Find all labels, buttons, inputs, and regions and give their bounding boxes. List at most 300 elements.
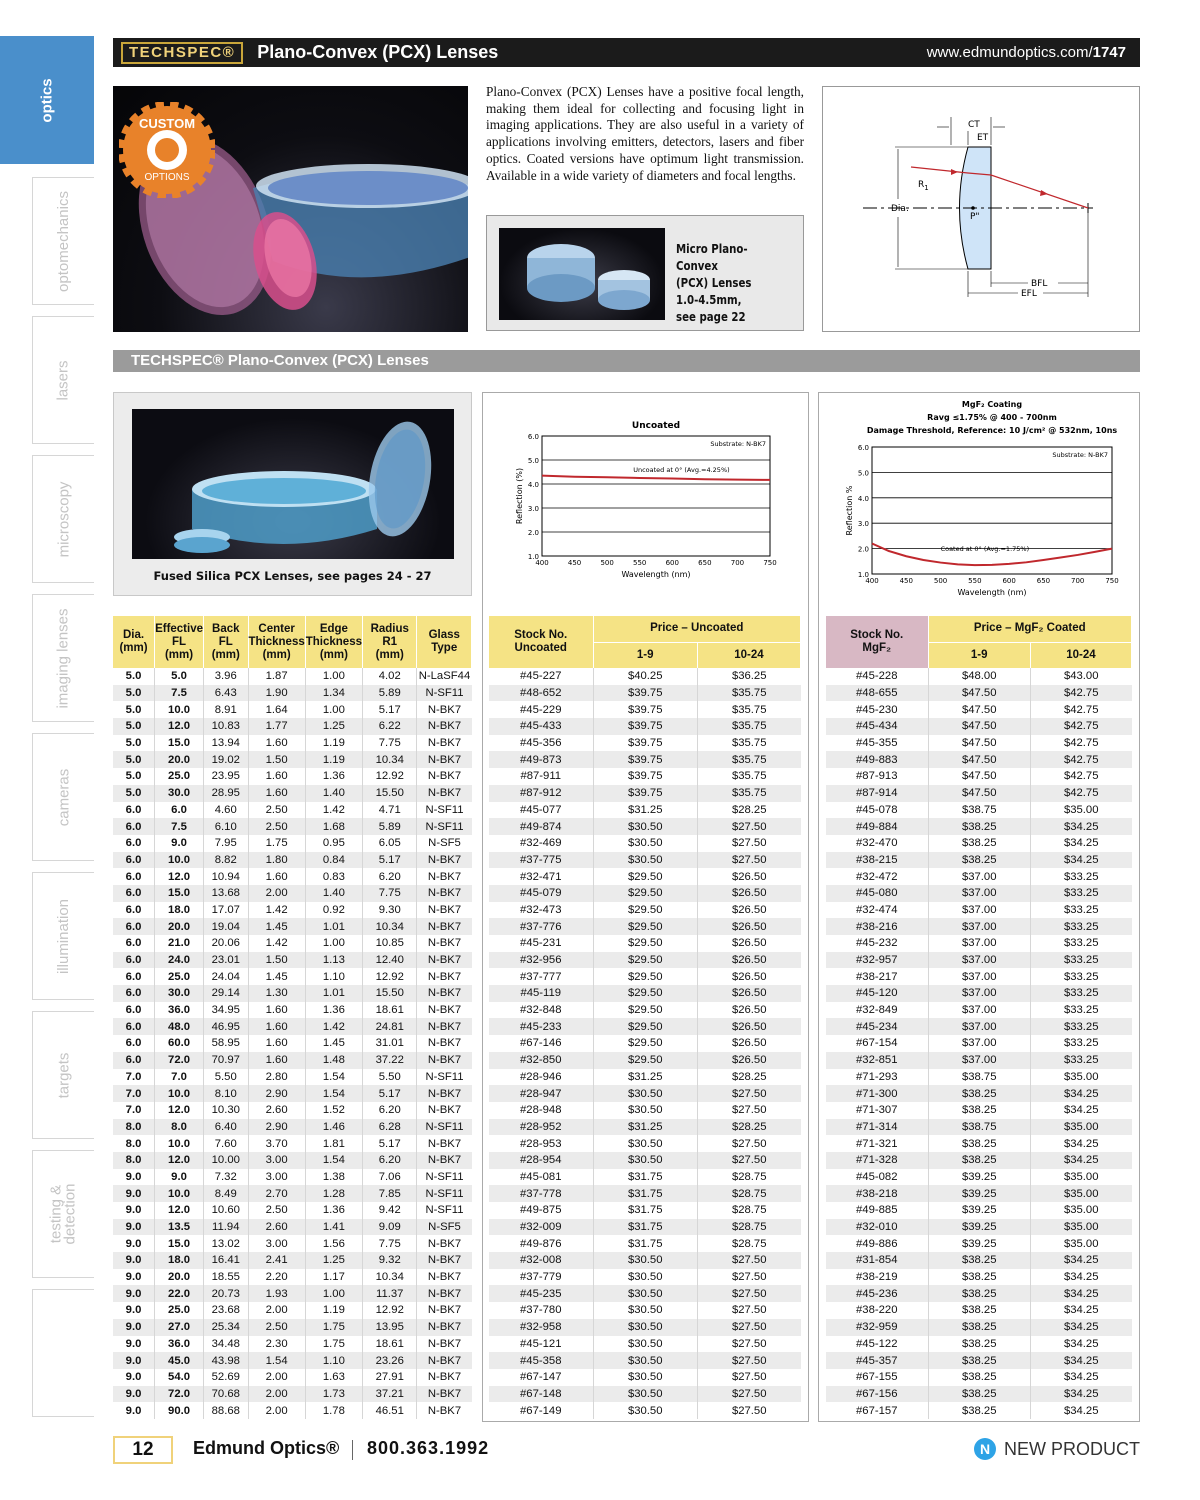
coated-row[interactable] [826, 701, 1132, 718]
uncoated-stock-number[interactable]: #32-473 [489, 902, 593, 919]
footer-divider [352, 1440, 353, 1460]
coated-stock-number[interactable]: #49-883 [826, 751, 928, 768]
uncoated-row[interactable] [489, 1235, 801, 1252]
et-label: ET [977, 133, 989, 143]
spec-cell: 1.93 [248, 1285, 305, 1302]
uncoated-row[interactable] [489, 1369, 801, 1386]
uncoated-row[interactable] [489, 1119, 801, 1136]
coated-row[interactable] [826, 1135, 1132, 1152]
uncoated-row[interactable] [489, 1135, 801, 1152]
uncoated-price: $30.50 [593, 1402, 697, 1419]
coated-stock-number[interactable]: #45-434 [826, 718, 928, 735]
uncoated-stock-number[interactable]: #45-231 [489, 935, 593, 952]
spec-row [113, 1169, 472, 1186]
tab-cameras[interactable]: cameras [32, 733, 94, 861]
coated-row[interactable] [826, 952, 1132, 969]
coated-stock-number[interactable]: #38-218 [826, 1185, 928, 1202]
coated-stock-number[interactable]: #32-470 [826, 835, 928, 852]
coated-row[interactable] [826, 1269, 1132, 1286]
coated-row[interactable] [826, 1219, 1132, 1236]
r1-label: $R_1$ [918, 180, 929, 192]
coated-stock-number[interactable]: #38-215 [826, 852, 928, 869]
uncoated-stock-number[interactable]: #28-953 [489, 1135, 593, 1152]
uncoated-stock-number[interactable]: #87-912 [489, 785, 593, 802]
uncoated-stock-number[interactable]: #67-148 [489, 1386, 593, 1403]
uncoated-stock-number[interactable]: #32-471 [489, 868, 593, 885]
uncoated-row[interactable] [489, 1185, 801, 1202]
coated-stock-number[interactable]: #32-474 [826, 902, 928, 919]
spec-cell: 29.14 [204, 985, 248, 1002]
spec-cell: N-BK7 [417, 1319, 472, 1336]
spec-row [113, 1369, 472, 1386]
uncoated-stock-number[interactable]: #32-469 [489, 835, 593, 852]
coated-stock-number[interactable]: #71-328 [826, 1152, 928, 1169]
spec-cell: N-BK7 [417, 1252, 472, 1269]
uncoated-price: $27.50 [697, 1152, 800, 1169]
coated-row[interactable] [826, 751, 1132, 768]
coated-price: $47.50 [928, 735, 1030, 752]
coated-price: $34.25 [1063, 1337, 1099, 1350]
uncoated-stock-number[interactable]: #45-119 [489, 985, 593, 1002]
coated-stock-number[interactable]: #32-472 [826, 868, 928, 885]
uncoated-stock-number[interactable]: #37-777 [489, 968, 593, 985]
uncoated-stock-number[interactable]: #32-848 [489, 1002, 593, 1019]
uncoated-row[interactable] [489, 1336, 801, 1353]
spec-cell: N-SF11 [425, 1070, 464, 1083]
new-product-icon: N [974, 1438, 996, 1460]
spec-cell: N-BK7 [427, 1337, 462, 1350]
uncoated-row[interactable] [489, 1002, 801, 1019]
uncoated-row[interactable] [489, 1269, 801, 1286]
uncoated-row[interactable] [489, 785, 801, 802]
coated-stock-number[interactable]: #71-293 [826, 1069, 928, 1086]
spec-cell: 18.61 [363, 1002, 417, 1019]
coated-row[interactable] [826, 1202, 1132, 1219]
spec-cell: 37.21 [363, 1386, 417, 1403]
coated-price: $39.25 [928, 1185, 1030, 1202]
coated-stock-number[interactable]: #45-122 [826, 1336, 928, 1353]
uncoated-row[interactable] [489, 1219, 801, 1236]
uncoated-row[interactable] [489, 768, 801, 785]
coated-stock-number[interactable]: #45-230 [826, 701, 928, 718]
spec-cell: 6.20 [363, 1152, 417, 1169]
uncoated-price: $27.50 [731, 1104, 767, 1117]
spec-cell: 22.0 [155, 1285, 204, 1302]
uncoated-price: $29.50 [593, 918, 697, 935]
tab-targets[interactable]: targets [32, 1011, 94, 1139]
tab-testing-detection[interactable]: testing & detection [32, 1150, 94, 1278]
spec-cell: 24.0 [155, 952, 204, 969]
coated-stock-number[interactable]: #32-959 [826, 1319, 928, 1336]
coated-price: $34.25 [1063, 1304, 1099, 1317]
coated-price: $38.25 [928, 1285, 1030, 1302]
uncoated-stock-number[interactable]: #49-874 [489, 818, 593, 835]
spec-cell: 1.45 [305, 1035, 362, 1052]
coated-stock-number[interactable]: #32-851 [826, 1052, 928, 1069]
uncoated-row[interactable] [489, 935, 801, 952]
coated-price: $35.00 [1063, 1170, 1099, 1183]
spec-cell: 3.70 [248, 1135, 305, 1152]
coated-stock-number[interactable]: #32-849 [826, 1002, 928, 1019]
spec-row [113, 968, 472, 985]
coated-price: $38.25 [928, 852, 1030, 869]
uncoated-row[interactable] [489, 885, 801, 902]
uncoated-stock-number[interactable]: #32-958 [489, 1319, 593, 1336]
y-axis-label: Reflection % [845, 485, 854, 536]
coated-row[interactable] [826, 1402, 1132, 1419]
uncoated-row[interactable] [489, 1052, 801, 1069]
uncoated-stock-number[interactable]: #45-433 [489, 718, 593, 735]
uncoated-stock-number[interactable]: #37-775 [489, 852, 593, 869]
coated-price: $38.25 [928, 1402, 1030, 1419]
spec-cell: N-SF11 [417, 1185, 472, 1202]
spec-cell: 10.60 [204, 1202, 248, 1219]
uncoated-stock-number[interactable]: #32-850 [489, 1052, 593, 1069]
uncoated-row[interactable] [489, 818, 801, 835]
spec-cell: 7.75 [363, 1235, 417, 1252]
coated-stock-number[interactable]: #45-228 [826, 668, 928, 685]
coated-row[interactable] [826, 1302, 1132, 1319]
coated-stock-number[interactable]: #32-010 [826, 1219, 928, 1236]
coated-price: $35.00 [1030, 1185, 1131, 1202]
uncoated-stock-number[interactable]: #45-079 [489, 885, 593, 902]
coated-price: $42.75 [1030, 685, 1131, 702]
spec-cell: N-BK7 [417, 1052, 472, 1069]
coated-stock-number[interactable]: #49-886 [826, 1235, 928, 1252]
spec-header-3: Center Thickness (mm) [248, 616, 305, 668]
coated-stock-number[interactable]: #71-300 [826, 1085, 928, 1102]
coated-stock-number[interactable]: #45-357 [826, 1352, 928, 1369]
coated-stock-number[interactable]: #32-957 [826, 952, 928, 969]
spec-cell: 7.32 [204, 1169, 248, 1186]
spec-cell: 8.0 [113, 1135, 155, 1152]
custom-options-badge[interactable]: CUSTOM OPTIONS [119, 102, 215, 198]
coated-price: $35.00 [1030, 1219, 1131, 1236]
coated-stock-number[interactable]: #45-082 [826, 1169, 928, 1186]
uncoated-row[interactable] [489, 1085, 801, 1102]
coated-price: $39.25 [928, 1219, 1030, 1236]
spec-cell: 1.60 [248, 1035, 305, 1052]
uncoated-row[interactable] [489, 1069, 801, 1086]
coated-row[interactable] [826, 968, 1132, 985]
coated-stock-number[interactable]: #71-307 [826, 1102, 928, 1119]
spec-row [113, 685, 472, 702]
coated-row[interactable] [826, 1285, 1132, 1302]
uncoated-stock-number[interactable]: #37-780 [489, 1302, 593, 1319]
tab-lasers[interactable]: lasers [32, 316, 94, 444]
coated-stock-number[interactable]: #45-234 [826, 1018, 928, 1035]
coated-row[interactable] [826, 1152, 1132, 1169]
uncoated-stock-number[interactable]: #32-008 [489, 1252, 593, 1269]
uncoated-price: $35.75 [697, 751, 800, 768]
coated-row[interactable] [826, 1319, 1132, 1336]
uncoated-row[interactable] [489, 868, 801, 885]
coated-row[interactable] [826, 668, 1132, 685]
uncoated-price: $26.50 [731, 1037, 767, 1050]
uncoated-row[interactable] [489, 952, 801, 969]
uncoated-stock-number[interactable]: #45-081 [489, 1169, 593, 1186]
uncoated-stock-number[interactable]: #45-358 [489, 1352, 593, 1369]
coated-row[interactable] [826, 852, 1132, 869]
uncoated-price: $31.75 [593, 1219, 697, 1236]
spec-cell: 1.48 [305, 1052, 362, 1069]
uncoated-row[interactable] [489, 1285, 801, 1302]
coated-row[interactable] [826, 1119, 1132, 1136]
coated-row[interactable] [826, 868, 1132, 885]
coated-price: $33.25 [1030, 1018, 1131, 1035]
uncoated-price: $27.50 [697, 1352, 800, 1369]
uncoated-row[interactable] [489, 1402, 801, 1419]
uncoated-row[interactable] [489, 1035, 801, 1052]
page-title: Plano-Convex (PCX) Lenses [257, 42, 499, 62]
spec-cell: 12.40 [363, 952, 417, 969]
series-label: Uncoated at 0° (Avg.=4.25%) [633, 466, 730, 474]
coated-row[interactable] [826, 1035, 1132, 1052]
coated-row[interactable] [826, 685, 1132, 702]
spec-cell: 20.0 [155, 751, 204, 768]
spec-cell: 10.00 [204, 1152, 248, 1169]
spec-cell: 46.51 [363, 1402, 417, 1419]
uncoated-row[interactable] [489, 852, 801, 869]
coated-stock-number[interactable]: #67-156 [826, 1386, 928, 1403]
spec-cell: N-BK7 [427, 1371, 462, 1384]
spec-cell: 1.00 [305, 668, 362, 685]
spec-cell: 23.26 [363, 1352, 417, 1369]
spec-cell: 12.92 [363, 1302, 417, 1319]
spec-cell: N-BK7 [427, 1137, 462, 1150]
coated-stock-number[interactable]: #49-884 [826, 818, 928, 835]
spec-cell: 10.34 [363, 918, 417, 935]
coated-stock-number[interactable]: #67-155 [826, 1369, 928, 1386]
uncoated-stock-number[interactable]: #45-121 [489, 1336, 593, 1353]
spec-cell: 2.00 [248, 1402, 305, 1419]
spec-cell: 1.13 [305, 952, 362, 969]
coated-row[interactable] [826, 768, 1132, 785]
coated-stock-number[interactable]: #71-314 [826, 1119, 928, 1136]
coated-stock-number[interactable]: #38-216 [826, 918, 928, 935]
uncoated-row[interactable] [489, 1202, 801, 1219]
coated-row[interactable] [826, 902, 1132, 919]
coated-row[interactable] [826, 1336, 1132, 1353]
uncoated-stock-number[interactable]: #49-875 [489, 1202, 593, 1219]
coated-row[interactable] [826, 1386, 1132, 1403]
uncoated-row[interactable] [489, 985, 801, 1002]
phone-number[interactable]: 800.363.1992 [367, 1438, 490, 1458]
coated-row[interactable] [826, 1352, 1132, 1369]
spec-row [113, 918, 472, 935]
coated-row[interactable] [826, 885, 1132, 902]
uncoated-row[interactable] [489, 701, 801, 718]
uncoated-stock-number[interactable]: #67-147 [489, 1369, 593, 1386]
uncoated-price: $28.75 [731, 1170, 767, 1183]
spec-cell: 9.0 [113, 1319, 155, 1336]
coated-stock-number[interactable]: #87-913 [826, 768, 928, 785]
tab-blank[interactable] [32, 1289, 94, 1417]
uncoated-stock-number[interactable]: #32-956 [489, 952, 593, 969]
uncoated-stock-number[interactable]: #45-229 [489, 701, 593, 718]
coated-stock-number[interactable]: #87-914 [826, 785, 928, 802]
spec-cell: N-SF5 [428, 837, 461, 850]
uncoated-stock-number[interactable]: #45-235 [489, 1285, 593, 1302]
uncoated-row[interactable] [489, 735, 801, 752]
uncoated-stock-number[interactable]: #28-952 [489, 1119, 593, 1136]
spec-cell: 9.09 [363, 1219, 417, 1236]
uncoated-row[interactable] [489, 718, 801, 735]
uncoated-row[interactable] [489, 668, 801, 685]
micro-pcx-callout[interactable] [486, 215, 804, 331]
coated-row[interactable] [826, 1252, 1132, 1269]
uncoated-stock-number[interactable]: #28-946 [489, 1069, 593, 1086]
uncoated-stock-number[interactable]: #32-009 [489, 1219, 593, 1236]
uncoated-row[interactable] [489, 1302, 801, 1319]
tab-optomechanics[interactable]: optomechanics [32, 177, 94, 305]
uncoated-row[interactable] [489, 1252, 801, 1269]
coated-row[interactable] [826, 1052, 1132, 1069]
spec-cell: 9.0 [113, 1202, 155, 1219]
coated-row[interactable] [826, 985, 1132, 1002]
spec-cell: 60.0 [155, 1035, 204, 1052]
uncoated-stock-number[interactable]: #45-077 [489, 802, 593, 819]
coated-row[interactable] [826, 1169, 1132, 1186]
spec-cell: N-BK7 [427, 770, 462, 783]
coated-stock-number[interactable]: #45-120 [826, 985, 928, 1002]
spec-cell: 12.92 [363, 968, 417, 985]
uncoated-stock-number[interactable]: #48-652 [489, 685, 593, 702]
coated-stock-number[interactable]: #45-236 [826, 1285, 928, 1302]
page-number: 12 [113, 1436, 173, 1464]
coated-row[interactable] [826, 1369, 1132, 1386]
tab-optics[interactable]: optics [0, 36, 94, 164]
coated-row[interactable] [826, 935, 1132, 952]
coated-row[interactable] [826, 835, 1132, 852]
uncoated-row[interactable] [489, 1352, 801, 1369]
coated-stock-number[interactable]: #67-157 [826, 1402, 928, 1419]
uncoated-row[interactable] [489, 1169, 801, 1186]
coated-stock-number[interactable]: #31-854 [826, 1252, 928, 1269]
uncoated-price: $29.50 [593, 985, 697, 1002]
x-tick-label: 500 [600, 559, 614, 567]
uncoated-stock-number[interactable]: #37-776 [489, 918, 593, 935]
uncoated-stock-number[interactable]: #28-947 [489, 1085, 593, 1102]
coated-stock-number[interactable]: #45-080 [826, 885, 928, 902]
uncoated-price: $28.25 [731, 1070, 767, 1083]
coated-stock-number[interactable]: #38-220 [826, 1302, 928, 1319]
coated-stock-number[interactable]: #38-217 [826, 968, 928, 985]
coated-row[interactable] [826, 1235, 1132, 1252]
spec-cell: 5.17 [363, 1085, 417, 1102]
coated-stock-number[interactable]: #67-154 [826, 1035, 928, 1052]
product-url[interactable]: www.edmundoptics.com/1747 [926, 44, 1126, 61]
spec-row [113, 1152, 472, 1169]
spec-cell: 9.0 [113, 1235, 155, 1252]
coated-price: $42.75 [1063, 703, 1099, 716]
uncoated-row[interactable] [489, 835, 801, 852]
coated-row[interactable] [826, 1069, 1132, 1086]
coated-row[interactable] [826, 818, 1132, 835]
coated-row[interactable] [826, 1102, 1132, 1119]
spec-cell: 1.25 [305, 718, 362, 735]
spec-cell: 70.97 [204, 1052, 248, 1069]
coated-stock-number[interactable]: #45-355 [826, 735, 928, 752]
spec-cell: 27.0 [155, 1319, 204, 1336]
coated-stock-number[interactable]: #45-078 [826, 802, 928, 819]
uncoated-row[interactable] [489, 918, 801, 935]
coated-row[interactable] [826, 718, 1132, 735]
spec-cell: 20.06 [204, 935, 248, 952]
coated-row[interactable] [826, 735, 1132, 752]
uncoated-row[interactable] [489, 1152, 801, 1169]
coated-qty2-header: 10-24 [1030, 642, 1131, 668]
uncoated-stock-number[interactable]: #37-779 [489, 1269, 593, 1286]
coated-price: $37.00 [928, 868, 1030, 885]
spec-cell: 12.92 [363, 768, 417, 785]
uncoated-row[interactable] [489, 1386, 801, 1403]
coated-price: $38.75 [928, 802, 1030, 819]
coated-stock-number[interactable]: #45-232 [826, 935, 928, 952]
coated-row[interactable] [826, 1185, 1132, 1202]
uncoated-price: $29.50 [593, 1035, 697, 1052]
coated-stock-number[interactable]: #38-219 [826, 1269, 928, 1286]
spec-cell: 1.19 [305, 735, 362, 752]
coated-row[interactable] [826, 1002, 1132, 1019]
uncoated-row[interactable] [489, 802, 801, 819]
uncoated-price: $40.25 [593, 668, 697, 685]
spec-cell: 1.54 [305, 1152, 362, 1169]
uncoated-price: $35.75 [731, 703, 767, 716]
uncoated-row[interactable] [489, 902, 801, 919]
uncoated-price: $26.50 [731, 970, 767, 983]
uncoated-stock-number[interactable]: #67-146 [489, 1035, 593, 1052]
micro-caption: Micro Plano-Convex (PCX) Lenses 1.0-4.5mm, see page 22 [676, 242, 752, 324]
coated-row[interactable] [826, 802, 1132, 819]
uncoated-stock-number[interactable]: #49-876 [489, 1235, 593, 1252]
spec-cell: 20.0 [155, 1269, 204, 1286]
uncoated-stock-number[interactable]: #45-227 [489, 668, 593, 685]
spec-row [113, 1035, 472, 1052]
tab-imaging-lenses[interactable]: imaging lenses [32, 594, 94, 722]
uncoated-row[interactable] [489, 685, 801, 702]
spec-cell: 1.73 [305, 1386, 362, 1403]
coated-row[interactable] [826, 918, 1132, 935]
uncoated-row[interactable] [489, 1018, 801, 1035]
uncoated-row[interactable] [489, 751, 801, 768]
uncoated-stock-number[interactable]: #37-778 [489, 1185, 593, 1202]
spec-row [113, 1285, 472, 1302]
coated-price: $37.00 [928, 918, 1030, 935]
spec-cell: 10.85 [363, 935, 417, 952]
uncoated-stock-number[interactable]: #87-911 [489, 768, 593, 785]
coated-row[interactable] [826, 785, 1132, 802]
uncoated-row[interactable] [489, 1102, 801, 1119]
coated-stock-number[interactable]: #48-655 [826, 685, 928, 702]
coated-stock-number[interactable]: #49-885 [826, 1202, 928, 1219]
uncoated-stock-number[interactable]: #28-954 [489, 1152, 593, 1169]
uncoated-row[interactable] [489, 968, 801, 985]
coated-row[interactable] [826, 1085, 1132, 1102]
fused-silica-callout[interactable] [113, 392, 472, 596]
coated-stock-number[interactable]: #71-321 [826, 1135, 928, 1152]
uncoated-row[interactable] [489, 1319, 801, 1336]
uncoated-stock-number[interactable]: #49-873 [489, 751, 593, 768]
coated-row[interactable] [826, 1018, 1132, 1035]
uncoated-stock-number[interactable]: #67-149 [489, 1402, 593, 1419]
tab-illumination[interactable]: illumination [32, 872, 94, 1000]
tab-microscopy[interactable]: microscopy [32, 455, 94, 583]
coated-price: $38.25 [928, 1269, 1030, 1286]
uncoated-stock-number[interactable]: #45-356 [489, 735, 593, 752]
uncoated-stock-number[interactable]: #45-233 [489, 1018, 593, 1035]
uncoated-stock-number[interactable]: #28-948 [489, 1102, 593, 1119]
